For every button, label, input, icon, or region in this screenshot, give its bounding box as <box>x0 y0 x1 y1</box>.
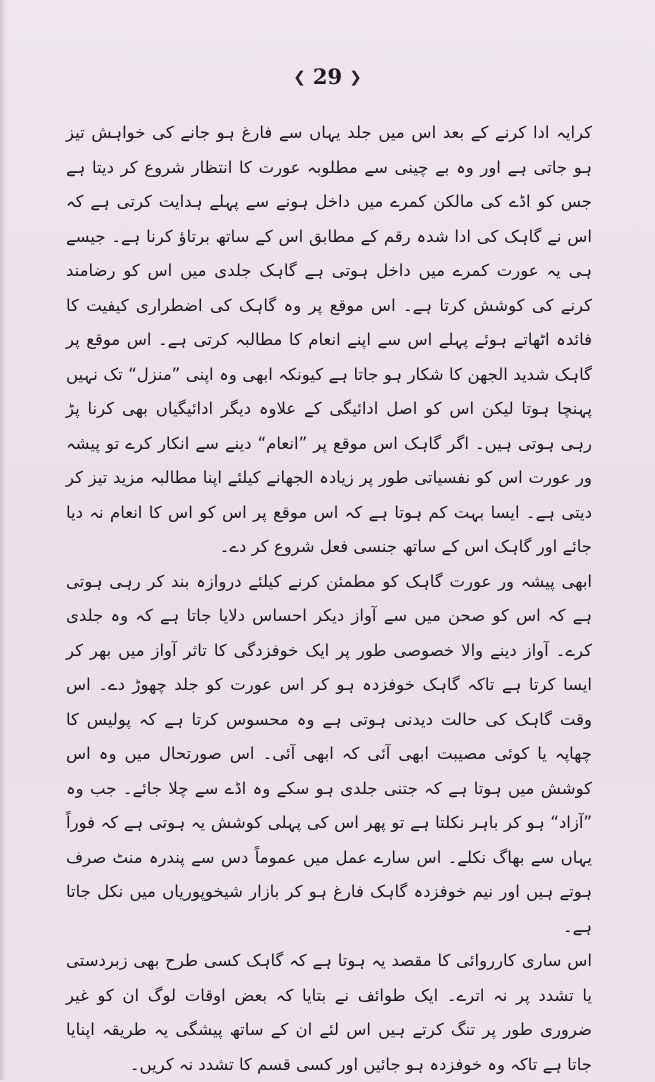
body-text <box>66 116 592 1082</box>
paragraph: ابھی پیشہ ور عورت گاہک کو مطمئن کرنے کیلئے دروازہ بند کر رہی ہوتی ہے کہ اس کو صحن میں سے آواز دیکر احساس دلایا جاتا ہے کہ وہ جلدی کرے۔ آواز دینے والا خصوصی طور پر ایک خوفزدگی کا تاثر آواز میں بھر کر ایسا کرتا ہے تاکہ گاہک خوفزدہ ہو کر اس عورت کو جلد چھوڑ دے۔ اس وقت گاہک کی حالت دیدنی ہوتی ہے وہ محسوس کرتا ہے کہ پولیس کا چھاپہ یا کوئی مصیبت ابھی آئی کہ ابھی آئی۔ اس صورتحال میں وہ اس کوشش میں ہوتا ہے کہ جتنی جلدی ہو سکے وہ اڈے سے چلا جائے۔ جب وہ ”آزاد“ ہو کر باہر نکلتا ہے تو پھر اس کی پہلی کوشش یہ ہوتی ہے کہ فوراً یہاں سے بھاگ نکلے۔ اس سارے عمل میں عموماً دس سے پندرہ منٹ صرف ہوتے ہیں اور نیم خوفزدہ گاہک فارغ ہو کر بازار شیخوپوریاں میں نکل جاتا ہے۔ <box>66 571 592 936</box>
ornament-left-icon: ❮ <box>293 67 306 86</box>
ornament-right-icon: ❯ <box>349 67 362 86</box>
page-number: 29 <box>312 64 343 89</box>
page-header <box>0 64 655 89</box>
page-binding-shadow <box>0 0 6 1080</box>
paragraph: کرایہ ادا کرنے کے بعد اس میں جلد یہاں سے فارغ ہو جانے کی خواہش تیز ہو جاتی ہے اور وہ بے چینی سے مطلوبہ عورت کا انتظار شروع کر دیتا ہے جس کو اڈے کی مالکن کمرے میں داخل ہونے سے پہلے ہدایت کرتی ہے کہ اس نے گاہک کی ادا شدہ رقم کے مطابق اس کے ساتھ برتاؤ کرنا ہے۔ جیسے ہی یہ عورت کمرے میں داخل ہوتی ہے گاہک جلدی میں اس کو رضامند کرنے کی کوشش کرتا ہے۔ اس موقع پر وہ گاہک کی اضطراری کیفیت کا فائدہ اٹھاتے ہوئے پہلے اس سے اپنے انعام کا مطالبہ کرتی ہے۔ اس موقع پر گاہک شدید الجھن کا شکار ہو جاتا ہے کیونکہ ابھی وہ اپنی ”منزل“ تک نہیں پہنچا ہوتا لیکن اس کو اصل ادائیگی کے علاوہ دیگر ادائیگیاں بھی کرنا پڑ رہی ہوتی ہیں۔ اگر گاہک اس موقع پر ”انعام“ دینے سے انکار کرے تو پیشہ ور عورت اس کو نفسیاتی طور پر زیادہ الجھانے کیلئے اپنا مطالبہ مزید تیز کر دیتی ہے۔ ایسا بہت کم ہوتا ہے کہ اس موقع پر اس کو اس کا انعام نہ دیا جائے اور گاہک اس کے ساتھ جنسی فعل شروع کر دے۔ <box>66 123 592 556</box>
paragraph: اس ساری کارروائی کا مقصد یہ ہوتا ہے کہ گاہک کسی طرح بھی زبردستی یا تشدد پر نہ اترے۔ ایک طوائف نے بتایا کہ بعض اوقات لوگ ان کو غیر ضروری طور پر تنگ کرتے ہیں اس لئے ان کے ساتھ پیشگی یہ طریقہ اپنایا جاتا ہے تاکہ وہ خوفزدہ ہو جائیں اور کسی قسم کا تشدد نہ کریں۔ <box>66 951 592 1074</box>
